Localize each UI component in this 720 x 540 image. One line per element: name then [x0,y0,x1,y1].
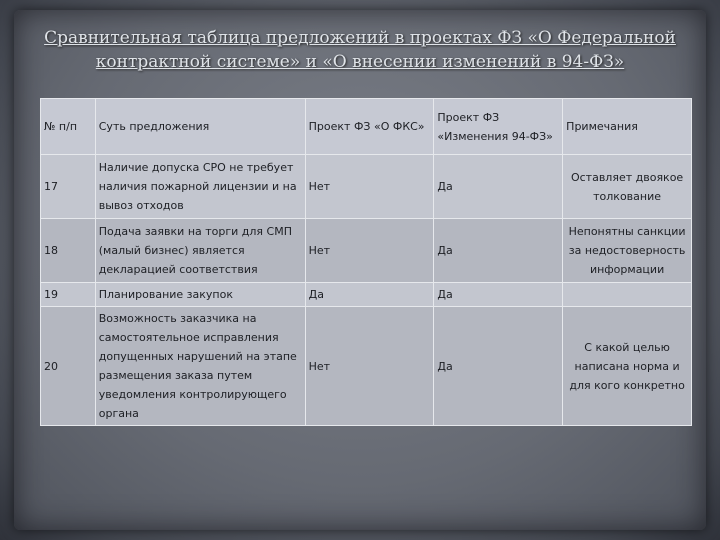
table-row [41,219,692,283]
row-fks: Да [305,283,434,307]
row-fks: Нет [305,155,434,219]
header-fks: Проект ФЗ «О ФКС» [305,99,434,155]
comparison-table [40,98,692,426]
row-num: 19 [41,283,96,307]
row-amend: Да [434,155,563,219]
table-row [41,307,692,426]
table-row [41,155,692,219]
row-essence: Возможность заказчика на самостоятельное исправления допущенных нарушений на этапе размещения заказа путем уведомления контролирующего органа [95,307,305,426]
slide-title: Сравнительная таблица предложений в проектах ФЗ «О Федеральной контрактной системе» и «О внесении изменений в 94-ФЗ» [44,28,676,72]
row-fks: Нет [305,307,434,426]
row-amend: Да [434,307,563,426]
row-fks: Нет [305,219,434,283]
row-essence: Наличие допуска СРО не требует наличия пожарной лицензии и на вывоз отходов [95,155,305,219]
header-essence: Суть предложения [95,99,305,155]
row-notes: Оставляет двоякое толкование [563,155,692,219]
row-num: 18 [41,219,96,283]
header-amend: Проект ФЗ «Изменения 94-ФЗ» [434,99,563,155]
row-essence: Подача заявки на торги для СМП (малый бизнес) является декларацией соответствия [95,219,305,283]
header-num: № п/п [41,99,96,155]
row-notes: С какой целью написана норма и для кого конкретно [563,307,692,426]
row-essence: Планирование закупок [95,283,305,307]
row-notes [563,283,692,307]
row-amend: Да [434,219,563,283]
header-notes: Примечания [563,99,692,155]
row-num: 17 [41,155,96,219]
table-row [41,283,692,307]
table-header-row [41,99,692,155]
row-num: 20 [41,307,96,426]
row-amend: Да [434,283,563,307]
row-notes: Непонятны санкции за недостоверность информации [563,219,692,283]
